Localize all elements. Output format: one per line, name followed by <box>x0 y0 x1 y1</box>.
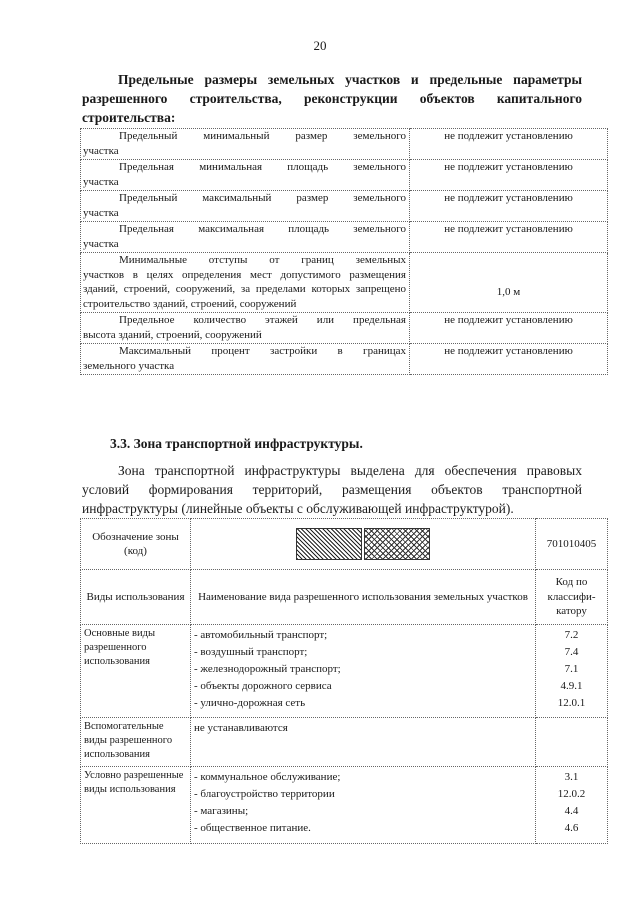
limits-table <box>80 128 608 375</box>
use-code: 7.1 <box>564 663 579 675</box>
limit-value: не подлежит установлению <box>410 129 608 160</box>
use-item: не устанавливаются <box>194 722 288 734</box>
limit-name <box>81 344 410 375</box>
use-kind: Условно разрешенные виды использования <box>81 767 191 844</box>
zone-designation-row <box>81 519 608 570</box>
limit-name <box>81 160 410 191</box>
zone-hatch <box>191 519 536 570</box>
limit-value: не подлежит установлению <box>410 222 608 253</box>
use-item: - автомобильный транспорт; <box>194 629 328 641</box>
page-number: 20 <box>313 38 327 53</box>
limit-name-line1: Минимальные отступы от границ земельных <box>119 254 406 266</box>
use-code: 12.0.2 <box>557 788 586 800</box>
use-item: - коммунальное обслуживание; <box>194 771 341 783</box>
use-items <box>191 767 536 844</box>
limits-row <box>81 160 608 191</box>
limit-name-line2: участка <box>83 175 119 188</box>
use-codes <box>536 718 608 767</box>
use-items <box>191 718 536 767</box>
zone-code: 701010405 <box>536 519 608 570</box>
limit-name-line2: участка <box>83 206 119 219</box>
limit-value: не подлежит установлению <box>410 191 608 222</box>
col-code-header: Код по классифи-катору <box>536 570 608 625</box>
zone-group-row <box>81 718 608 767</box>
use-code: 12.0.1 <box>557 697 586 709</box>
limit-name-line2: земельного участка <box>83 359 175 372</box>
limits-row <box>81 344 608 375</box>
limits-row <box>81 253 608 313</box>
section-text: Зона транспортной инфраструктуры выделена для обеспечения правовых условий формирования территорий, размещения объектов транспортной инфраструктуры (линейные объекты с обслуживающей инфраструктурой). <box>82 463 582 516</box>
use-codes <box>536 625 608 718</box>
use-item: - общественное питание. <box>194 822 311 834</box>
designation-label: Обозначение зоны (код) <box>81 519 191 570</box>
use-kind: Основные виды разрешенного использования <box>81 625 191 718</box>
limit-name-line2: участка <box>83 237 119 250</box>
limits-row <box>81 313 608 344</box>
use-item: - благоустройство территории <box>194 788 335 800</box>
use-kind: Вспомогательные виды разрешенного использования <box>81 718 191 767</box>
limit-name <box>81 313 410 344</box>
use-item: - объекты дорожного сервиса <box>194 680 332 692</box>
use-item: - магазины; <box>194 805 249 817</box>
use-codes <box>536 767 608 844</box>
col-name-header: Наименование вида разрешенного использования земельных участков <box>191 570 536 625</box>
limit-value: не подлежит установлению <box>410 344 608 375</box>
limit-name <box>81 253 410 313</box>
use-code: 4.9.1 <box>560 680 583 692</box>
section-title: 3.3. Зона транспортной инфраструктуры. <box>110 436 363 451</box>
use-code: 3.1 <box>564 771 579 783</box>
use-item: - улично-дорожная сеть <box>194 697 306 709</box>
limit-name-line1: Предельная максимальная площадь земельного <box>119 223 406 235</box>
limit-name-line2: высота зданий, строений, сооружений <box>83 328 262 341</box>
hatch-pattern-diagonal <box>296 528 362 560</box>
limit-name <box>81 191 410 222</box>
limit-name-line1: Предельный минимальный размер земельного <box>119 130 406 142</box>
use-item: - железнодорожный транспорт; <box>194 663 341 675</box>
use-items <box>191 625 536 718</box>
use-item: - воздушный транспорт; <box>194 646 308 658</box>
limit-name-line1: Максимальный процент застройки в границах <box>119 345 406 357</box>
limit-name <box>81 129 410 160</box>
zone-table <box>80 518 608 844</box>
zone-group-row <box>81 767 608 844</box>
use-code: 4.6 <box>564 822 579 834</box>
limit-name-line1: Предельная минимальная площадь земельного <box>119 161 406 173</box>
zone-group-row <box>81 625 608 718</box>
zone-header-row <box>81 570 608 625</box>
limits-heading: Предельные размеры земельных участков и предельные параметры разрешенного строительства, реконструкции объектов капитального строительства: <box>82 72 582 125</box>
limit-name-line1: Предельное количество этажей или предельная <box>119 314 406 326</box>
use-code: 4.4 <box>564 805 579 817</box>
hatch-pattern-cross <box>364 528 430 560</box>
limit-value: 1,0 м <box>410 253 608 313</box>
limit-name <box>81 222 410 253</box>
use-code: 7.4 <box>564 646 579 658</box>
limit-name-line2: участков в целях определения мест допустимого размещения зданий, строений, сооружений, за пределами которых запрещено строительство зданий, строений, сооружений <box>83 268 406 310</box>
col-kinds-header: Виды использования <box>81 570 191 625</box>
limit-value: не подлежит установлению <box>410 160 608 191</box>
limit-name-line1: Предельный максимальный размер земельного <box>119 192 406 204</box>
limits-row <box>81 129 608 160</box>
limit-name-line2: участка <box>83 144 119 157</box>
limits-row <box>81 222 608 253</box>
limits-row <box>81 191 608 222</box>
use-code: 7.2 <box>564 629 579 641</box>
limit-value: не подлежит установлению <box>410 313 608 344</box>
